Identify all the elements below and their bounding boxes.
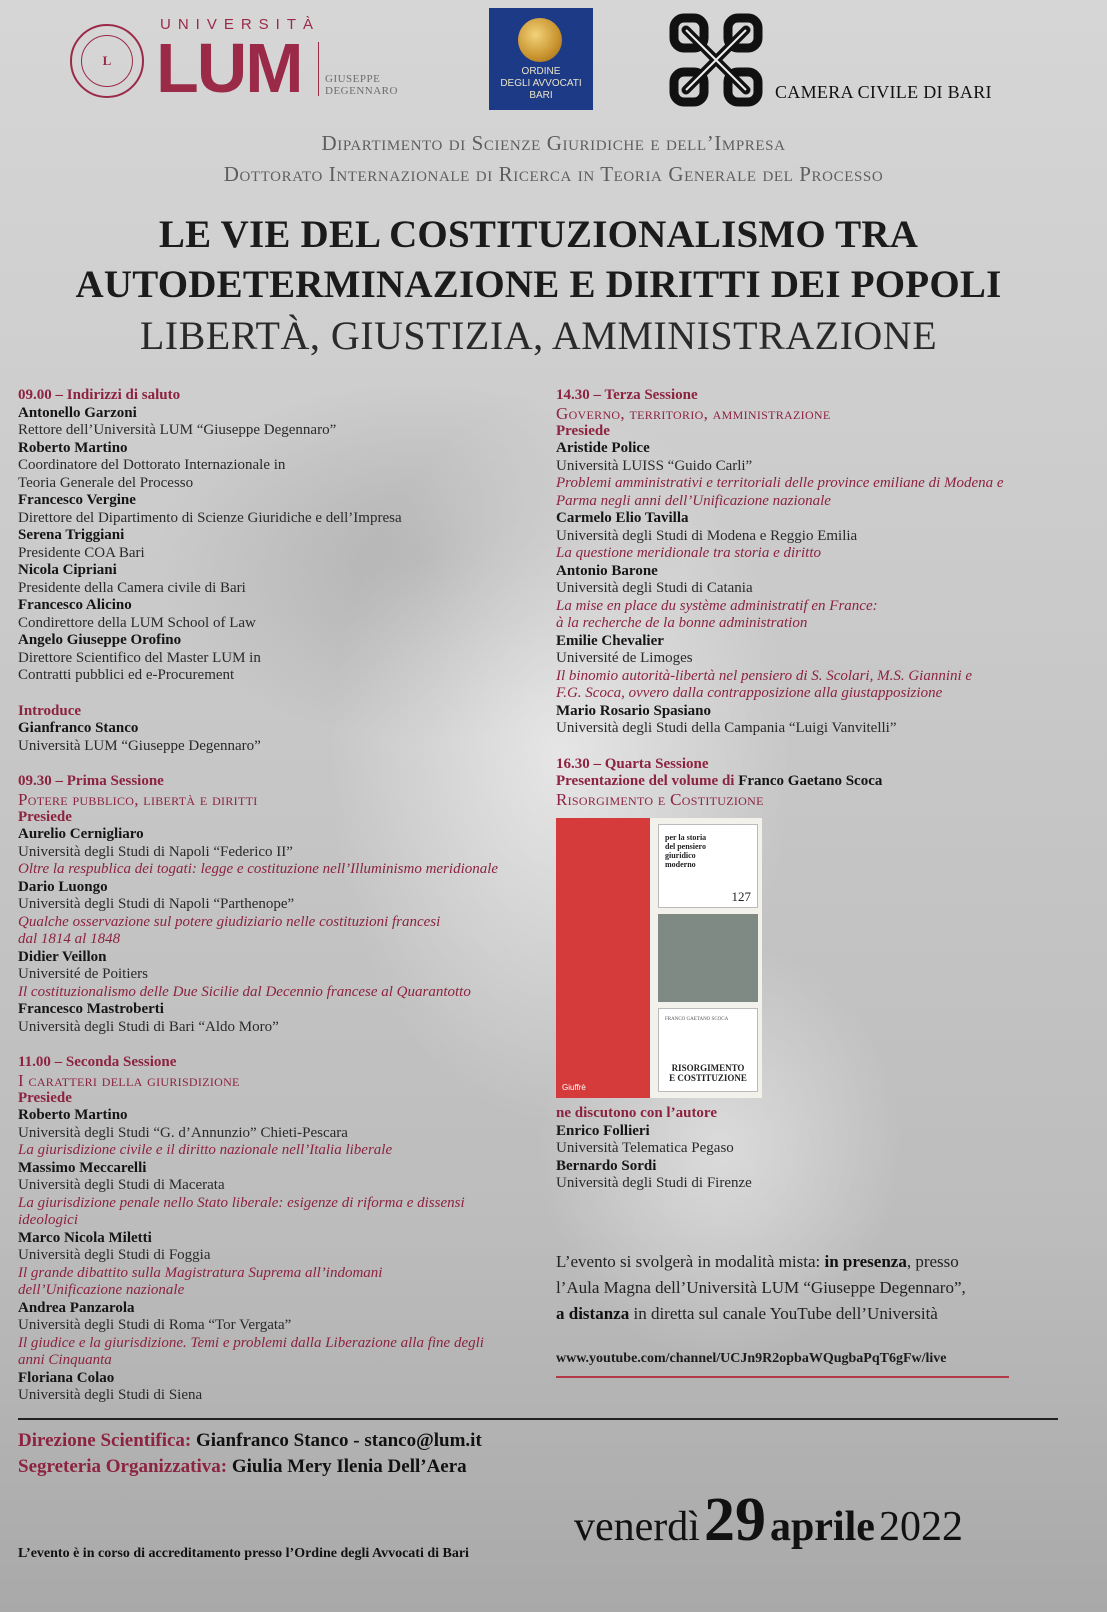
speaker-name: Roberto Martino [18, 439, 128, 456]
speaker-name: Massimo Meccarelli [18, 1159, 147, 1176]
date-weekday: venerdì [574, 1504, 700, 1550]
speaker-affiliation: Università degli Studi di Modena e Reggio Emilia [556, 527, 858, 544]
book-spine [556, 818, 650, 1098]
speaker-affiliation: Direttore Scientifico del Master LUM in [18, 649, 261, 666]
lum-universita-text: UNIVERSITÀ [160, 16, 321, 33]
speaker-name: Enrico Follieri [556, 1122, 650, 1139]
date-month: aprile [769, 1504, 875, 1550]
speaker-affiliation: Presidente della Camera civile di Bari [18, 579, 246, 596]
book-title-line: E COSTITUZIONE [669, 1073, 747, 1083]
speaker-affiliation: Teoria Generale del Processo [18, 474, 194, 491]
event-date [574, 1485, 963, 1556]
speaker-name: Antonio Barone [556, 562, 658, 579]
talk-title: à la recherche de la bonne administration [556, 615, 808, 631]
date-year: 2022 [878, 1504, 963, 1550]
lum-degennaro: DEGENNARO [325, 85, 398, 97]
speaker-affiliation: Contratti pubblici ed e-Procurement [18, 667, 235, 683]
chair-name: Aurelio Cernigliaro [18, 826, 144, 842]
info-line-1 [556, 1249, 1076, 1275]
talk-title: La mise en place du système administratif en France: [556, 597, 878, 614]
lum-logo-divider [318, 42, 319, 96]
session3-label: 14.30 – Terza Sessione [556, 387, 698, 403]
introduce-label: Introduce [18, 702, 82, 719]
title-line-1: LE VIE DEL COSTITUZIONALISMO TRA [158, 213, 919, 256]
speaker-affiliation: Université de Poitiers [18, 966, 148, 982]
avvocati-line1: ORDINE [521, 66, 561, 77]
speaker-name: Antonello Garzoni [18, 404, 137, 421]
subtitle: LIBERTÀ, GIUSTIZIA, AMMINISTRAZIONE [139, 313, 938, 358]
camera-civile-name: CAMERA CIVILE DI BARI [775, 82, 992, 102]
speaker-affiliation: Università degli Studi di Roma “Tor Vergata” [18, 1317, 292, 1333]
info-text: in diretta sul canale YouTube dell’Università [629, 1304, 938, 1323]
chair-name: Aristide Police [556, 440, 650, 456]
speaker-affiliation: Université de Limoges [556, 650, 693, 666]
speaker-name: Gianfranco Stanco [18, 720, 139, 736]
speaker-affiliation: Università degli Studi di Foggia [18, 1247, 211, 1263]
department-heading: Dipartimento di Scienze Giuridiche e dell’Impresa [321, 131, 786, 155]
date-day: 29 [703, 1486, 766, 1554]
speaker-affiliation: Università degli Studi di Catania [556, 580, 753, 596]
session3-title: Governo, territorio, amministrazione [556, 403, 831, 423]
speaker-affiliation: Coordinatore del Dottorato Internazionale in [18, 457, 286, 473]
series-number: 127 [731, 889, 751, 904]
speaker-affiliation: Università LUM “Giuseppe Degennaro” [18, 737, 261, 754]
youtube-underline [556, 1376, 1009, 1378]
talk-title: F.G. Scoca, ovvero dalla contrapposizione alla giustapposizione [556, 685, 943, 701]
speaker-affiliation: Università degli Studi di Firenze [556, 1175, 752, 1191]
speaker-affiliation: Università degli Studi di Bari “Aldo Moro” [18, 1018, 279, 1035]
camera-civile-knot-icon [668, 12, 764, 108]
program-right-column [556, 387, 1056, 809]
ordine-avvocati-logo [489, 8, 593, 110]
speaker-name: Marco Nicola Miletti [18, 1229, 152, 1246]
talk-title: Il giudice e la giurisdizione. Temi e problemi dalla Liberazione alla fine degli [18, 1334, 484, 1351]
talk-title: dal 1814 al 1848 [18, 931, 121, 947]
speaker-name: Emilie Chevalier [556, 632, 664, 649]
speaker-affiliation: Università degli Studi di Siena [18, 1387, 203, 1403]
presentation-prefix: Presentazione del volume di [556, 773, 735, 789]
talk-title: dell’Unificazione nazionale [18, 1282, 185, 1298]
medal-icon [518, 18, 562, 62]
speaker-affiliation: Università Telematica Pegaso [556, 1140, 734, 1156]
speaker-affiliation: Università degli Studi della Campania “Luigi Vanvitelli” [556, 720, 897, 736]
lum-founder-text [325, 73, 398, 97]
speaker-name: Dario Luongo [18, 878, 108, 895]
talk-title: Parma negli anni dell’Unificazione nazionale [556, 492, 831, 509]
session2-label: 11.00 – Seconda Sessione [18, 1054, 177, 1070]
speaker-name: Francesco Vergine [18, 492, 136, 508]
book-title-line: RISORGIMENTO [671, 1063, 745, 1073]
talk-title: Problemi amministrativi e territoriali delle province emiliane di Modena e [556, 475, 1004, 491]
direzione-line [18, 1428, 482, 1454]
segreteria-value: Giulia Mery Ilenia Dell’Aera [231, 1456, 467, 1477]
speaker-affiliation: Presidente COA Bari [18, 544, 145, 561]
speaker-affiliation: Condirettore della LUM School of Law [18, 614, 256, 631]
speaker-affiliation: Rettore dell’Università LUM “Giuseppe Degennaro” [18, 422, 337, 438]
session4-label: 16.30 – Quarta Sessione [556, 755, 709, 772]
book-cover-author: FRANCO GAETANO SCOCA [665, 1017, 729, 1022]
speaker-name: Carmelo Elio Tavilla [556, 510, 689, 526]
accreditation-note: L’evento è in corso di accreditamento presso l’Ordine degli Avvocati di Bari [18, 1546, 469, 1561]
direzione-label: Direzione Scientifica: [18, 1430, 192, 1451]
book-series-box [658, 824, 758, 908]
talk-title: Il grande dibattito sulla Magistratura Suprema all’indomani [18, 1264, 383, 1281]
talk-title: anni Cinquanta [18, 1352, 112, 1368]
presiede-label: Presiede [18, 1089, 72, 1106]
speaker-name: Francesco Mastroberti [18, 1001, 164, 1017]
organization-info [18, 1428, 482, 1480]
presiede-label: Presiede [556, 422, 610, 439]
talk-title: ideologici [18, 1212, 78, 1228]
avvocati-line3: BARI [529, 90, 553, 101]
lum-seal-icon: L [70, 24, 144, 98]
session4-presentation [556, 773, 1056, 791]
speaker-name: Francesco Alicino [18, 597, 132, 613]
avvocati-line2: DEGLI AVVOCATI [500, 78, 582, 89]
segreteria-line [18, 1454, 482, 1480]
speaker-name: Andrea Panzarola [18, 1299, 135, 1316]
discussants [556, 1105, 1056, 1193]
speaker-name: Angelo Giuseppe Orofino [18, 632, 182, 648]
segreteria-label: Segreteria Organizzativa: [18, 1456, 228, 1477]
chair-affiliation: Università degli Studi di Napoli “Federico II” [18, 843, 293, 860]
speaker-affiliation: Università degli Studi di Macerata [18, 1177, 225, 1193]
program-left-column [18, 387, 538, 1405]
book-series [665, 833, 706, 869]
speaker-affiliation: Direttore del Dipartimento di Scienze Giuridiche e dell’Impresa [18, 509, 402, 526]
info-bold: in presenza [824, 1252, 907, 1271]
welcome-label: 09.00 – Indirizzi di saluto [18, 387, 181, 403]
book-cover [556, 818, 762, 1098]
info-text: L’evento si svolgerà in modalità mista: [556, 1252, 825, 1271]
book-cover-title [659, 1063, 757, 1083]
speaker-name: Didier Veillon [18, 948, 107, 965]
youtube-link[interactable]: www.youtube.com/channel/UCJn9R2opbaWQugbaPqT6gFw/live [556, 1351, 947, 1366]
chair-affiliation: Università degli Studi “G. d’Annunzio” Chieti-Pescara [18, 1124, 348, 1141]
direzione-value: Gianfranco Stanco - stanco@lum.it [196, 1430, 482, 1451]
discuss-label: ne discutono con l’autore [556, 1105, 717, 1121]
talk-title: Oltre la respublica dei togati: legge e costituzione nell’Illuminismo meridionale [18, 861, 499, 877]
title-line-2: AUTODETERMINAZIONE E DIRITTI DEI POPOLI [75, 263, 1002, 306]
series-line: del pensiero [665, 842, 706, 851]
talk-title: Il binomio autorità-libertà nel pensiero di S. Scolari, M.S. Giannini e [556, 667, 973, 684]
chair-name: Roberto Martino [18, 1107, 128, 1123]
series-line: per la storia [665, 833, 707, 842]
lum-logo-text: LUM [156, 29, 302, 107]
speaker-name: Mario Rosario Spasiano [556, 702, 712, 719]
talk-title: Qualche osservazione sul potere giudiziario nelle costituzioni francesi [18, 913, 441, 930]
doctorate-heading: Dottorato Internazionale di Ricerca in Teoria Generale del Processo [223, 162, 884, 186]
book-cover-panel [658, 914, 758, 1002]
session4-title: Risorgimento e Costituzione [556, 789, 764, 809]
talk-title: La giurisdizione civile e il diritto nazionale nell’Italia liberale [18, 1142, 393, 1158]
speaker-name: Serena Triggiani [18, 527, 125, 543]
talk-title: Il costituzionalismo delle Due Sicilie dal Decennio francese al Quarantotto [18, 983, 471, 1000]
talk-title: La questione meridionale tra storia e diritto [556, 545, 821, 561]
presiede-label: Presiede [18, 808, 72, 825]
session1-label: 09.30 – Prima Sessione [18, 773, 164, 789]
info-line-3 [556, 1301, 1076, 1327]
series-line: moderno [665, 860, 696, 869]
chair-affiliation: Università LUISS “Guido Carli” [556, 457, 753, 474]
lum-giuseppe: GIUSEPPE [325, 73, 381, 85]
speaker-name: Floriana Colao [18, 1369, 115, 1386]
publisher-logo: Giuffrè [562, 1083, 586, 1092]
footer-divider [18, 1418, 1058, 1420]
ordine-avvocati-text [489, 66, 593, 102]
speaker-name: Bernardo Sordi [556, 1157, 657, 1174]
speaker-name: Nicola Cipriani [18, 562, 117, 578]
info-text: , presso [906, 1252, 959, 1271]
info-bold: a distanza [556, 1304, 630, 1323]
series-line: giuridico [665, 851, 696, 860]
event-mode-info [556, 1249, 1076, 1327]
talk-title: La giurisdizione penale nello Stato liberale: esigenze di riforma e dissensi [18, 1194, 465, 1211]
info-line-2: l’Aula Magna dell’Università LUM “Giuseppe Degennaro”, [556, 1278, 966, 1297]
book-author: Franco Gaetano Scoca [738, 773, 883, 789]
speaker-affiliation: Università degli Studi di Napoli “Parthenope” [18, 896, 295, 912]
session1-title: Potere pubblico, libertà e diritti [18, 789, 258, 809]
session2-title: I caratteri della giurisdizione [18, 1070, 240, 1090]
book-title-box [658, 1008, 758, 1092]
